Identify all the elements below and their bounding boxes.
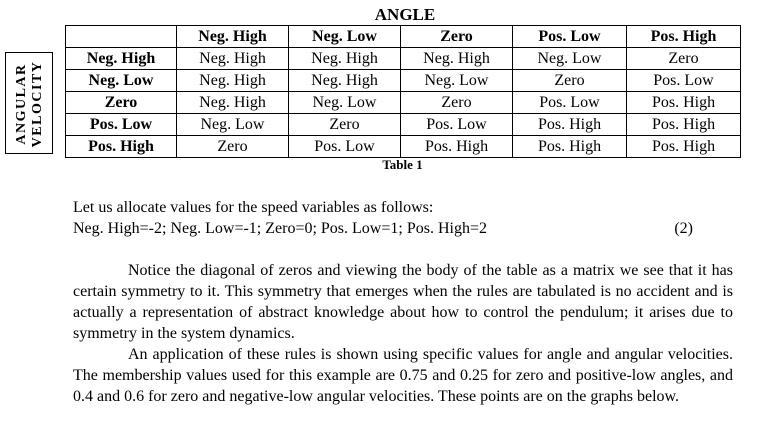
table-cell: Zero	[289, 114, 401, 136]
table-cell: Neg. Low	[289, 92, 401, 114]
table-row	[66, 114, 741, 136]
row-header: Pos. Low	[66, 114, 177, 136]
angular-velocity-label-line1: ANGULAR	[14, 63, 29, 145]
table-caption: Table 1	[382, 157, 423, 172]
paragraph-application: An application of these rules is shown using specific values for angle and angular velocities. The membership values used for this example are 0.75 and 0.25 for zero and positive-low angles, and 0.4 and 0.6 for zero and negative-low angular velocities. These points are on the graphs below.	[73, 346, 733, 405]
table-cell: Pos. Low	[401, 114, 513, 136]
row-header: Zero	[66, 92, 177, 114]
row-header: Neg. Low	[66, 70, 177, 92]
column-header: Neg. Low	[289, 26, 401, 48]
row-header: Pos. High	[66, 136, 177, 158]
table-cell: Neg. High	[401, 48, 513, 70]
column-header: Zero	[401, 26, 513, 48]
table-cell: Zero	[627, 48, 741, 70]
table-row	[66, 92, 741, 114]
row-header: Neg. High	[66, 48, 177, 70]
table-cell: Pos. Low	[627, 70, 741, 92]
table-cell: Pos. Low	[289, 136, 401, 158]
column-header: Pos. Low	[513, 26, 627, 48]
table-cell: Neg. Low	[401, 70, 513, 92]
table-cell: Pos. High	[513, 136, 627, 158]
table-cell: Pos. High	[513, 114, 627, 136]
table-cell: Neg. Low	[177, 114, 289, 136]
angle-header: ANGLE	[374, 5, 436, 24]
paragraph-intro: Let us allocate values for the speed variables as follows:	[73, 199, 434, 216]
table-cell: Pos. High	[627, 114, 741, 136]
equation-number: (2)	[674, 220, 693, 237]
column-header: Neg. High	[177, 26, 289, 48]
table-cell: Neg. High	[289, 48, 401, 70]
table-cell: Pos. Low	[513, 92, 627, 114]
table-row	[66, 70, 741, 92]
table-corner-cell	[66, 26, 177, 48]
angular-velocity-label-box	[5, 52, 53, 154]
speed-values-equation	[73, 218, 693, 239]
angular-velocity-label-line2: VELOCITY	[30, 60, 45, 148]
table-row	[66, 48, 741, 70]
table-cell: Pos. High	[627, 136, 741, 158]
table-cell: Neg. High	[177, 48, 289, 70]
angular-velocity-label	[14, 61, 46, 148]
column-header: Pos. High	[627, 26, 741, 48]
table-cell: Zero	[401, 92, 513, 114]
speed-values-text: Neg. High=-2; Neg. Low=-1; Zero=0; Pos. Low=1; Pos. High=2	[73, 220, 487, 237]
table-cell: Neg. High	[177, 92, 289, 114]
paragraph-symmetry: Notice the diagonal of zeros and viewing the body of the table as a matrix we see that it has certain symmetry to it. This symmetry that emerges when the rules are tabulated is no accident and is actually a representation of abstract knowledge about how to control the pendulum; it arises due to symmetry in the system dynamics.	[73, 262, 733, 342]
table-row	[66, 136, 741, 158]
table-cell: Neg. High	[289, 70, 401, 92]
table-cell: Zero	[177, 136, 289, 158]
table-cell: Neg. High	[177, 70, 289, 92]
table-cell: Pos. High	[627, 92, 741, 114]
table-cell: Neg. Low	[513, 48, 627, 70]
table-cell: Zero	[513, 70, 627, 92]
table-header-row	[66, 26, 741, 48]
fuzzy-rule-table	[65, 25, 741, 158]
table-cell: Pos. High	[401, 136, 513, 158]
